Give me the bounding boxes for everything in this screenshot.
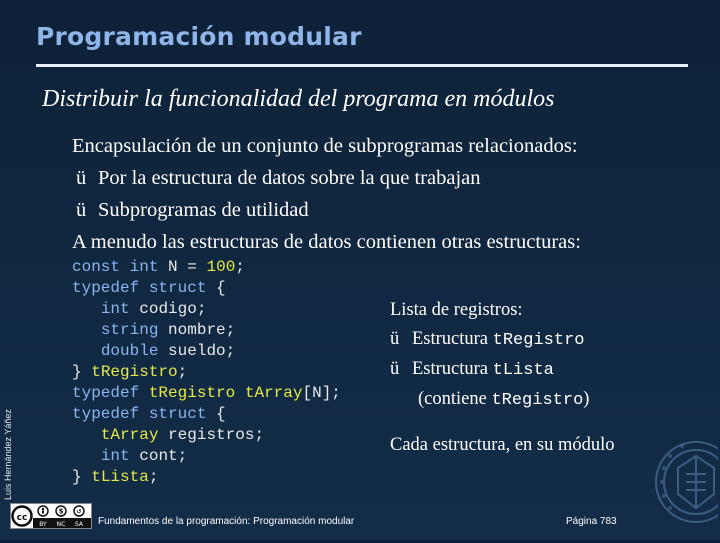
note-text: ) — [583, 389, 590, 409]
code-line: int codigo; — [100, 300, 207, 318]
university-seal-icon — [648, 438, 718, 538]
code-line: double sueldo; — [100, 342, 236, 360]
code-line: } tLista; — [72, 468, 159, 486]
check-item-text: Estructura — [412, 359, 493, 379]
check-icon: ü — [390, 359, 400, 379]
note-text: (contiene — [418, 389, 492, 409]
bullet-list — [72, 130, 581, 258]
note-line — [390, 385, 615, 415]
check-item — [72, 162, 581, 194]
code-block — [72, 257, 341, 488]
code-line: tArray registros; — [100, 426, 265, 444]
slide-title: Programación modular — [36, 22, 362, 51]
check-item-text: Por la estructura de datos sobre la que trabajan — [98, 167, 481, 189]
check-icon: ü — [76, 167, 87, 189]
check-icon: ü — [76, 199, 87, 221]
svg-text:cc: cc — [16, 513, 28, 523]
check-item — [72, 194, 581, 226]
title-divider — [36, 64, 688, 67]
code-line: int cont; — [100, 447, 188, 465]
slide-subtitle: Distribuir la funcionalidad del programa en módulos — [42, 86, 555, 112]
check-item-text: Estructura — [412, 329, 493, 349]
bullet-line: A menudo las estructuras de datos contienen otras estructuras: — [72, 231, 581, 253]
svg-text:BY: BY — [39, 521, 47, 528]
check-item — [390, 325, 615, 355]
creative-commons-by-nc-sa-icon[interactable] — [10, 503, 92, 529]
footer-text: Fundamentos de la programación: Programación modular — [98, 516, 355, 527]
code-line: typedef tRegistro tArray[N]; — [72, 384, 341, 402]
author-label: Luis Hernández Yáñez — [3, 409, 13, 500]
type-name: tRegistro — [491, 391, 584, 410]
bullet-line: Encapsulación de un conjunto de subprogramas relacionados: — [72, 135, 578, 157]
code-line: typedef struct { — [72, 279, 226, 297]
closing-note: Cada estructura, en su módulo — [390, 435, 615, 455]
page-number: Página 783 — [566, 516, 617, 527]
code-line: string nombre; — [100, 321, 236, 339]
code-line: typedef struct { — [72, 405, 226, 423]
type-name: tRegistro — [492, 331, 585, 350]
svg-text:↺: ↺ — [76, 508, 82, 516]
check-icon: ü — [390, 329, 400, 349]
svg-text:$: $ — [58, 507, 64, 516]
code-line: const int N = 100; — [72, 258, 245, 276]
registro-notes — [390, 296, 615, 460]
type-name: tLista — [492, 361, 554, 380]
svg-text:SA: SA — [74, 521, 84, 528]
check-item-text: Subprogramas de utilidad — [98, 199, 309, 221]
svg-text:NC: NC — [56, 521, 66, 528]
check-item — [390, 355, 615, 385]
code-line: } tRegistro; — [72, 363, 188, 381]
notes-heading: Lista de registros: — [390, 300, 523, 320]
